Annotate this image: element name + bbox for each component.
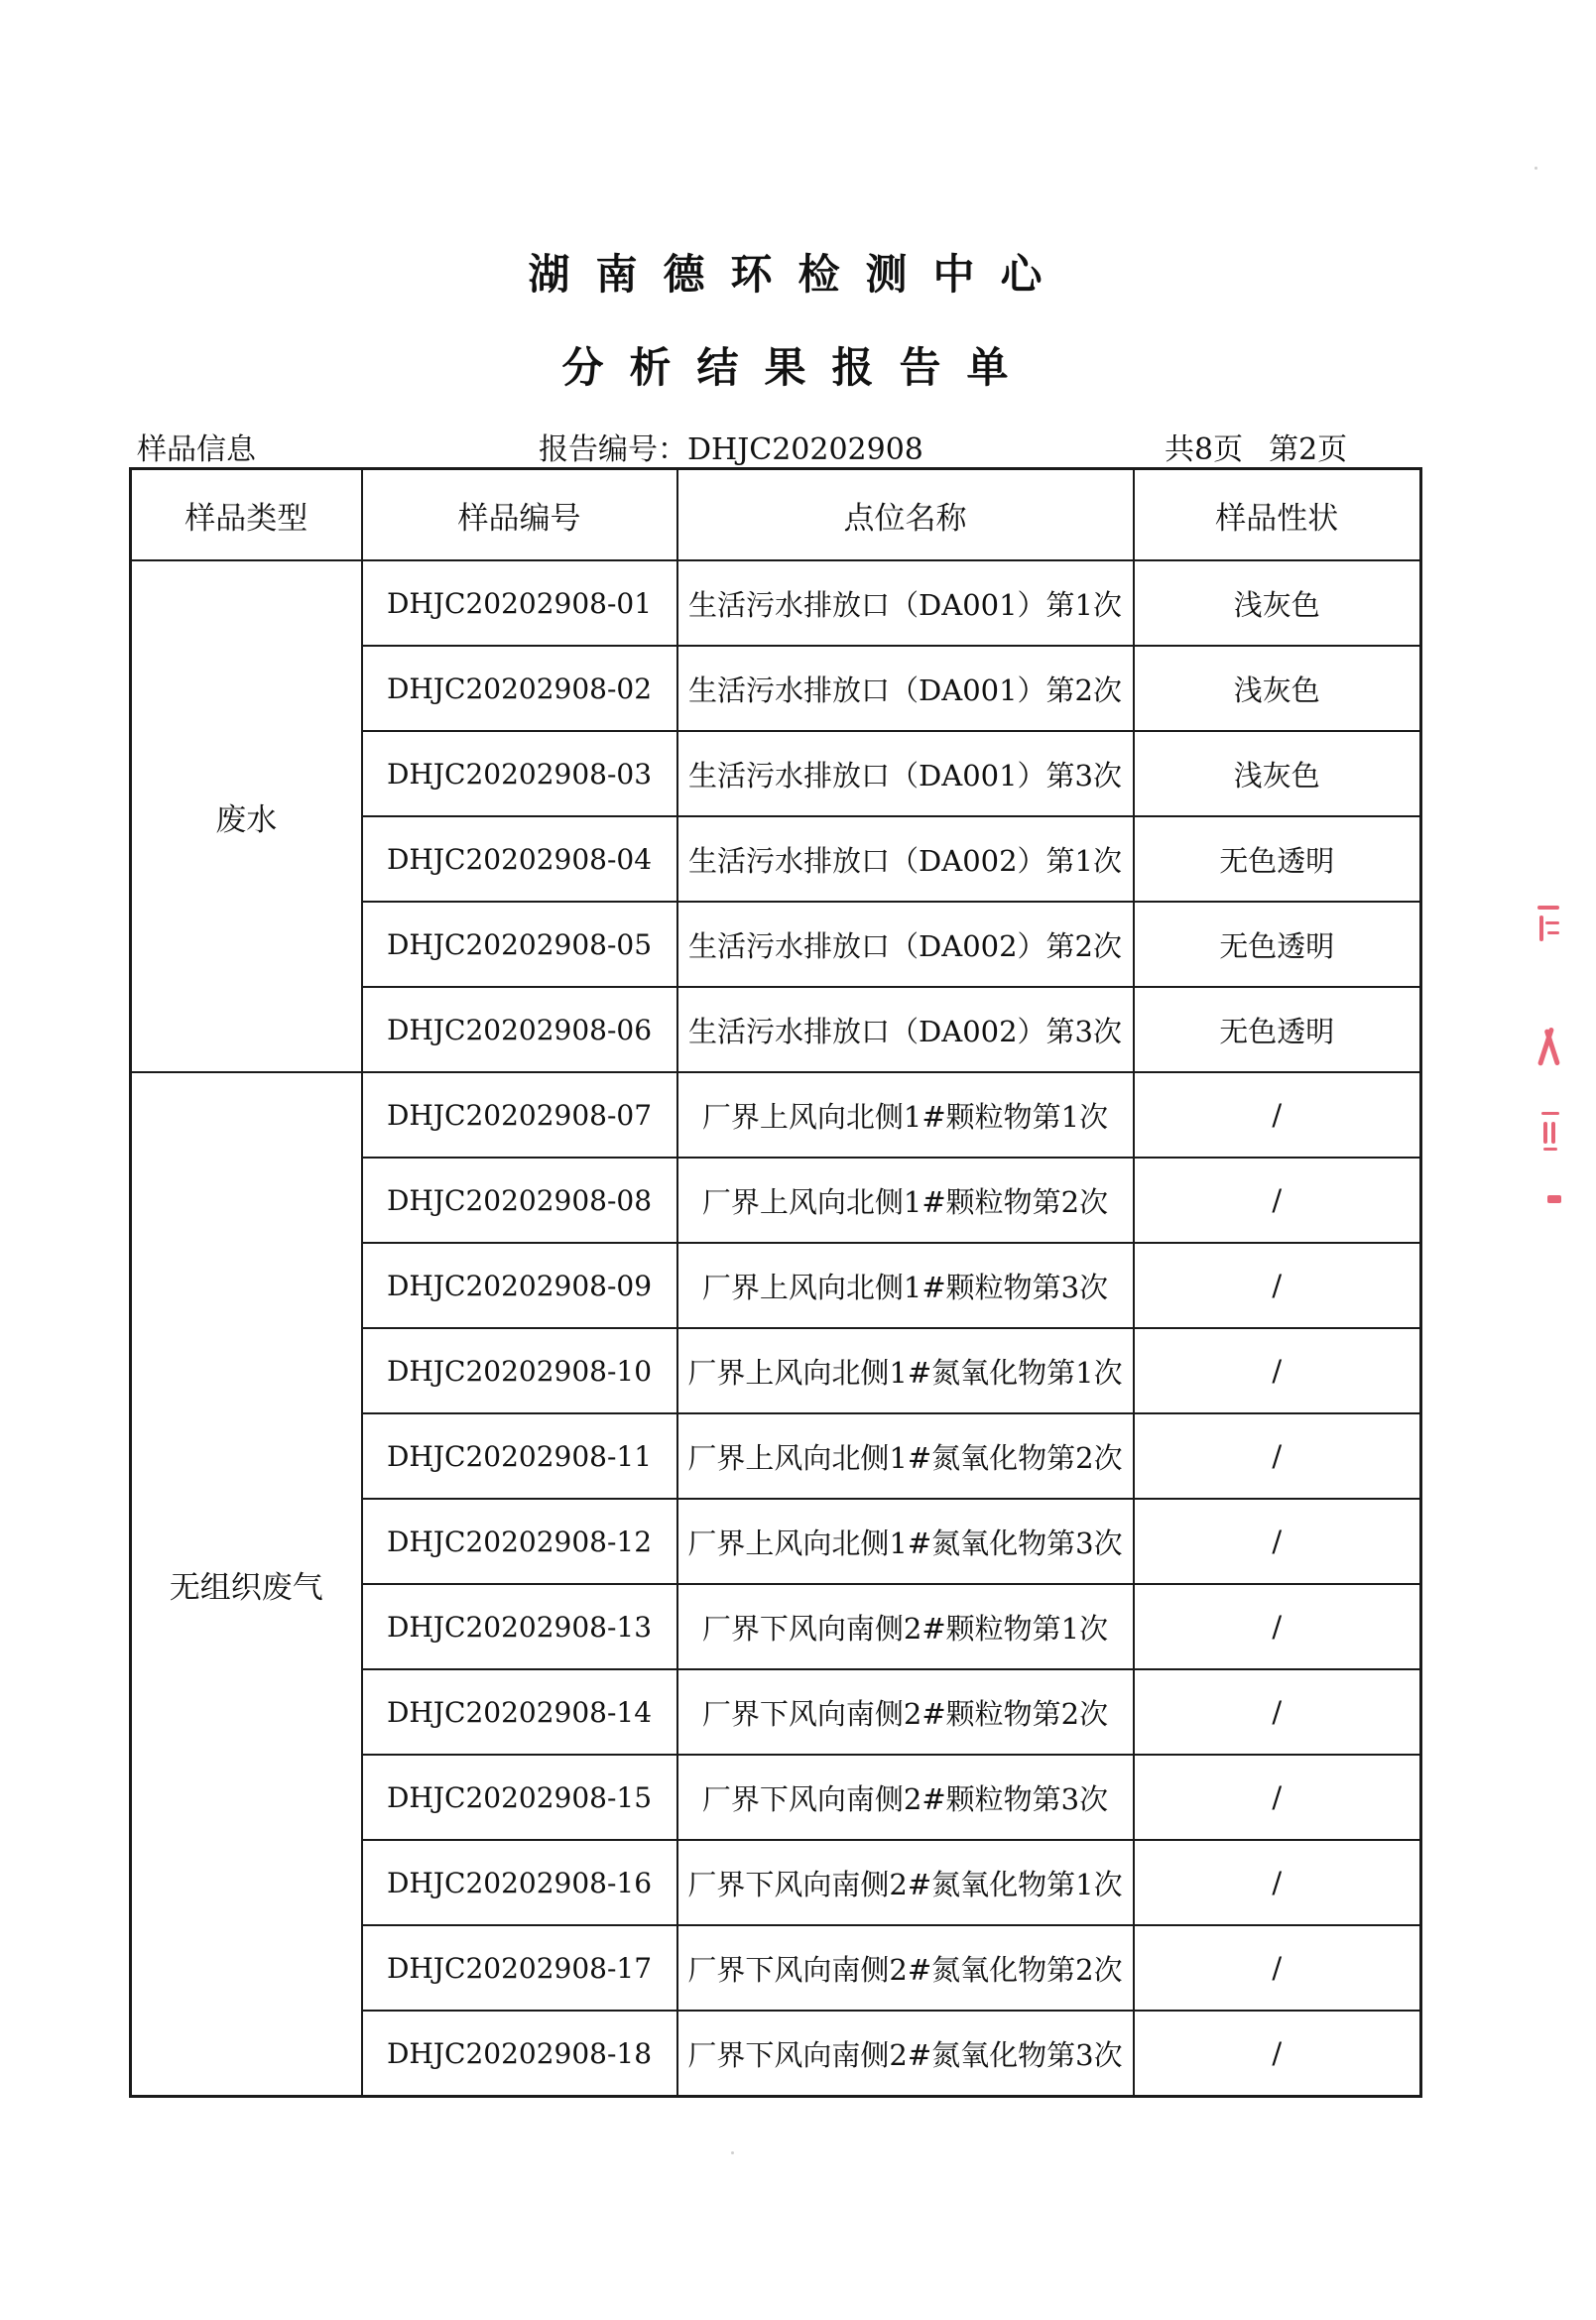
appearance-cell: 无色透明 bbox=[1134, 816, 1421, 902]
location-cell: 厂界上风向北侧1#颗粒物第3次 bbox=[677, 1243, 1134, 1328]
sample-type-cell: 废水 bbox=[131, 560, 362, 1072]
location-cell: 生活污水排放口（DA002）第2次 bbox=[677, 902, 1134, 987]
appearance-cell: / bbox=[1134, 1243, 1421, 1328]
sample-info-table bbox=[129, 467, 1422, 2098]
table-row bbox=[131, 560, 1421, 646]
appearance-cell: / bbox=[1134, 2011, 1421, 2097]
sample-code-cell: DHJC20202908-15 bbox=[362, 1755, 677, 1840]
location-cell: 生活污水排放口（DA001）第1次 bbox=[677, 560, 1134, 646]
appearance-cell: 无色透明 bbox=[1134, 902, 1421, 987]
appearance-cell: / bbox=[1134, 1499, 1421, 1584]
appearance-cell: / bbox=[1134, 1328, 1421, 1413]
sample-code-cell: DHJC20202908-01 bbox=[362, 560, 677, 646]
location-cell: 厂界下风向南侧2#颗粒物第1次 bbox=[677, 1584, 1134, 1669]
location-cell: 生活污水排放口（DA001）第3次 bbox=[677, 731, 1134, 816]
location-cell: 厂界上风向北侧1#颗粒物第2次 bbox=[677, 1158, 1134, 1243]
appearance-cell: / bbox=[1134, 1413, 1421, 1499]
table-header-row bbox=[131, 469, 1421, 561]
appearance-cell: / bbox=[1134, 1925, 1421, 2011]
appearance-cell: / bbox=[1134, 1584, 1421, 1669]
sample-code-cell: DHJC20202908-09 bbox=[362, 1243, 677, 1328]
sample-code-cell: DHJC20202908-18 bbox=[362, 2011, 677, 2097]
appearance-cell: / bbox=[1134, 1072, 1421, 1158]
appearance-cell: 无色透明 bbox=[1134, 987, 1421, 1072]
appearance-cell: / bbox=[1134, 1755, 1421, 1840]
sample-code-cell: DHJC20202908-12 bbox=[362, 1499, 677, 1584]
location-cell: 厂界下风向南侧2#氮氧化物第1次 bbox=[677, 1840, 1134, 1925]
location-cell: 厂界上风向北侧1#氮氧化物第1次 bbox=[677, 1328, 1134, 1413]
sample-code-cell: DHJC20202908-05 bbox=[362, 902, 677, 987]
org-name: 湖南德环检测中心 bbox=[528, 250, 1068, 299]
location-cell: 厂界上风向北侧1#氮氧化物第3次 bbox=[677, 1499, 1134, 1584]
location-cell: 厂界下风向南侧2#氮氧化物第2次 bbox=[677, 1925, 1134, 2011]
column-header-location: 点位名称 bbox=[677, 469, 1134, 561]
sample-code-cell: DHJC20202908-03 bbox=[362, 731, 677, 816]
location-cell: 厂界上风向北侧1#氮氧化物第2次 bbox=[677, 1413, 1134, 1499]
total-pages: 共8页 bbox=[1165, 432, 1244, 467]
sample-code-cell: DHJC20202908-08 bbox=[362, 1158, 677, 1243]
scan-speck bbox=[731, 2151, 734, 2154]
appearance-cell: / bbox=[1134, 1840, 1421, 1925]
sample-code-cell: DHJC20202908-17 bbox=[362, 1925, 677, 2011]
sample-code-cell: DHJC20202908-10 bbox=[362, 1328, 677, 1413]
appearance-cell: 浅灰色 bbox=[1134, 731, 1421, 816]
sample-code-cell: DHJC20202908-07 bbox=[362, 1072, 677, 1158]
column-header-appearance: 样品性状 bbox=[1134, 469, 1421, 561]
location-cell: 厂界下风向南侧2#颗粒物第2次 bbox=[677, 1669, 1134, 1755]
location-cell: 厂界上风向北侧1#颗粒物第1次 bbox=[677, 1072, 1134, 1158]
current-page: 第2页 bbox=[1269, 432, 1348, 467]
report-number-value: DHJC20202908 bbox=[687, 432, 923, 467]
report-number bbox=[539, 425, 923, 468]
report-number-label: 报告编号： bbox=[539, 432, 687, 467]
column-header-sample-type: 样品类型 bbox=[131, 469, 362, 561]
sample-code-cell: DHJC20202908-13 bbox=[362, 1584, 677, 1669]
section-label: 样品信息 bbox=[137, 432, 256, 467]
sample-code-cell: DHJC20202908-14 bbox=[362, 1669, 677, 1755]
sample-code-cell: DHJC20202908-02 bbox=[362, 646, 677, 731]
scan-speck bbox=[1535, 167, 1537, 170]
sample-code-cell: DHJC20202908-11 bbox=[362, 1413, 677, 1499]
page-indicator bbox=[1165, 425, 1347, 468]
appearance-cell: / bbox=[1134, 1669, 1421, 1755]
location-cell: 生活污水排放口（DA002）第3次 bbox=[677, 987, 1134, 1072]
column-header-sample-code: 样品编号 bbox=[362, 469, 677, 561]
red-seal-fragment bbox=[1535, 898, 1565, 1225]
document-title: 分析结果报告单 bbox=[561, 343, 1035, 392]
sample-code-cell: DHJC20202908-16 bbox=[362, 1840, 677, 1925]
sample-type-cell: 无组织废气 bbox=[131, 1072, 362, 2097]
appearance-cell: 浅灰色 bbox=[1134, 560, 1421, 646]
location-cell: 厂界下风向南侧2#颗粒物第3次 bbox=[677, 1755, 1134, 1840]
table-body bbox=[131, 560, 1421, 2097]
location-cell: 生活污水排放口（DA002）第1次 bbox=[677, 816, 1134, 902]
sample-code-cell: DHJC20202908-06 bbox=[362, 987, 677, 1072]
appearance-cell: 浅灰色 bbox=[1134, 646, 1421, 731]
sample-code-cell: DHJC20202908-04 bbox=[362, 816, 677, 902]
appearance-cell: / bbox=[1134, 1158, 1421, 1243]
location-cell: 生活污水排放口（DA001）第2次 bbox=[677, 646, 1134, 731]
location-cell: 厂界下风向南侧2#氮氧化物第3次 bbox=[677, 2011, 1134, 2097]
table-row bbox=[131, 1072, 1421, 1158]
